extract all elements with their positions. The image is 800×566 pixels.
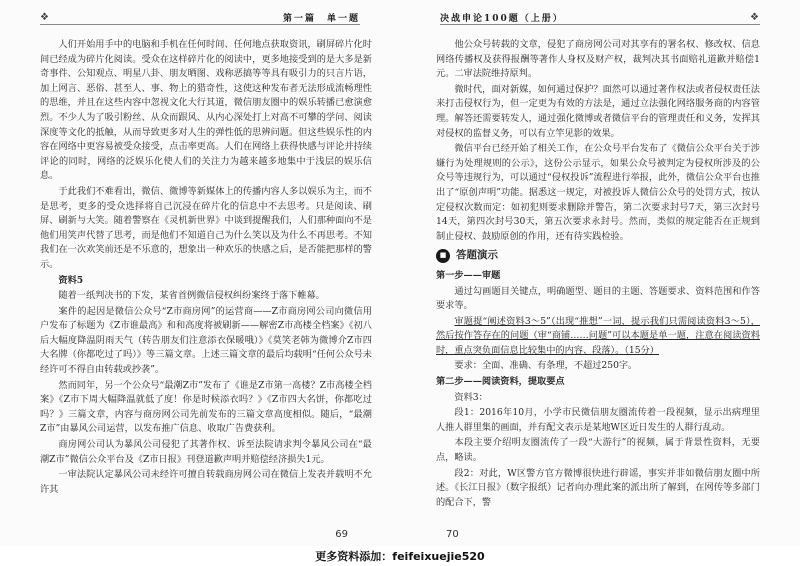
step-heading: 第一步——审题 <box>436 269 501 281</box>
paragraph: 一审法院认定暴风公司未经许可擅自转载商房网公司在微信上发表并载明不允许其 <box>40 469 372 495</box>
paragraph: 案件的起因是微信公众号“Z市商房网”的运营商——Z市商房网公司向微信用户发布了标题为《Z市谁最高》和和高度将被刷新——解密Z市高楼全档案》《初八后大幅度降温阴雨天气（转告朋友们注意添衣保暖哦）》《莫笑老韩为微博介Z市四大名牌（你都吃过了吗）》等三篇文章。上述三篇文章的最后均载明“任何公众号未经许可不得自由转载或抄袭”。 <box>40 305 372 376</box>
header-ornament-icon: ❖ <box>40 11 50 23</box>
paragraph: 微信平台已经开始了相关工作，在公众号平台发布了《微信公众平台关于涉嫌行为处理规则的公示》，这份公示显示，如果公众号被判定为侵权所涉及的公众号等违规行为，可以通过“侵权投诉”流程进行举报，此外，微信公众平台也推出了“原创声明”功能。据悉这一规定，对被投诉人微信公众号的处罚方式，按认定侵权次数而定：如初犯则要求删除并警告，第二次要求封号7天，第三次封号14天，第四次封号30天，第五次要求永封号。然而，类似的规定能否在正规到制止侵权、鼓励原创的作用，还有待实践检验。 <box>436 143 760 242</box>
chapter-title: 第一篇 单一题 <box>282 13 360 24</box>
step-text: 资料3： <box>454 391 488 403</box>
book-title: 决战申论100题（上册） <box>440 13 564 24</box>
right-page <box>400 0 800 546</box>
header-ornament-icon: ❖ <box>750 11 760 23</box>
right-page-header <box>440 10 760 25</box>
step-text: 本段主要介绍明友圈流传了一段“大游行”的视频，属于背景性资料，无要点，略读。 <box>436 437 760 464</box>
paragraph: 商房网公司认为暴风公司侵犯了其著作权、诉至法院请求判令暴风公司在“最潮Z市”微信公众平台及《Z市日报》刊登道歉声明并赔偿经济损失1元。 <box>40 439 372 465</box>
section-heading <box>436 248 760 263</box>
step-text: 段2：对此，W区警方官方微博很快进行辟谣，事实并非如微信朋友圈中所述。《长江日报》（数字报纸）记者向办理此案的派出所了解到，在网传等多部门的配合下，警 <box>436 467 760 508</box>
left-page-header <box>40 10 360 25</box>
step-text: 要求：全面、准确、有条理，不超过250字。 <box>454 360 638 372</box>
page-number-left: 69 <box>335 529 348 540</box>
left-body-text <box>40 38 372 498</box>
step-text: 通过勾画题目关键点，明确题型、题目的主题、答题要求、资料范围和作答要求等。 <box>436 285 760 312</box>
paragraph: 他公众号转载的文章，侵犯了商房网公司对其享有的署名权、修改权、信息网络传播权及获得报酬等著作人身权及财产权，裁判决其书面赔礼道歉并赔偿1元。二审法院维持原判。 <box>436 39 760 80</box>
section-title: 答题演示 <box>456 249 498 262</box>
page-number-right: 70 <box>446 529 459 540</box>
paragraph: 于此我们不难看出，微信、微博等新媒体上的传播内容人多以娱乐为主，而不是思考，更多的受众选择将自己沉浸在碎片化的信息中不去思考。只是阅读、刷屏、刷新与大笑。随着警察在《灵机新世界》中谈到提醒我们，人们那种面向不是他们用笑声代替了思考，而是他们不知道自己为什么笑以及为什么不再思考。不知我们在一次欢笑前还是不乐意的，想象出一种欢乐的快感之后，是否能把那样的警示。 <box>40 185 372 270</box>
footer-watermark: 更多资料添加：feifeixuejie520 <box>0 546 800 566</box>
paragraph: 然而同年，另一个公众号“最潮Z市”发布了《谁是Z市第一高楼？Z市高楼全档案》《Z市下周大幅降温就低了度！你是时候添衣吗？》《Z市四大名饼，你都吃过吗？》三篇文章，内容与商房网公司先前发布的三篇文章高度相似。随后，“最潮Z市”由暴风公司运营，以发布推广信息、收取广告费获利。 <box>40 379 372 435</box>
step-heading: 第二步——阅读资料，提取要点 <box>436 376 565 388</box>
paragraph: 人们开始用手中的电脑和手机在任何时间、任何地点获取资讯，刷屏碎片化时间已经成为碎片化阅读。受众在这样碎片化的阅读中，更多地接受到的是大多是新奇事件、公知观点、明星八卦、朋友晒图、戏称恶搞等等具有吸引力的只言片语，加上网言、恶俗、甚至人、事、物上的猎奇性，这使这种发布者无法形成流畅理性的思维，并且在这些内容中忽视文化大行其道，微信朋友圈中的娱乐转播已愈演愈烈。不少人为了吸引粉丝、从众而跟风、从内心深处打上对高不可攀的学问、阅读深度等文化的抵触，从而导致更多对人生的弹性低的思辨问题。但这些娱乐性的内容在网络中更容易被受众接受，点击率更高。人们在网络上获得快感与评论并持续评论的同时，网络的泛娱乐化使人们的关注力为越来越多地集中于浅层的娱乐信息。 <box>40 39 372 182</box>
left-page <box>0 0 401 546</box>
step-text: 段1：2016年10月，小学市民微信朋友圈流传着一段视频，显示出病理里人推人群里集的画面，并有配文表示是某地W区近日发生的人群行乱动。 <box>436 407 760 433</box>
section-badge-icon: ■ <box>436 249 450 263</box>
material-label: 资料5 <box>58 274 84 286</box>
step-text: 审题提“阐述资料3～5”（出现“推想”一词，提示我们只需阅读资料3～5），然后按作答存在的问题（审“商铺……问题”可以本题是单一题，注意在阅读资料时，重点突负面信息比较集中的内容、段落）。（15分） <box>436 315 760 356</box>
paragraph: 微时代，面对新媒，如何通过保护？面然可以通过著作权法或者侵权责任法来打击侵权行为，但一定更为有效的方法是，通过立法强化网络服务商的内容管理。解答还需要转发人，通过强化微博或者微信平台的管理责任和义务，发挥其对侵权的监督义务，可以有立竿见影的效果。 <box>436 83 760 139</box>
right-body-text <box>436 38 760 511</box>
paragraph: 随着一纸判决书的下发，某省首例微信侵权纠纷案终于落下帷幕。 <box>58 290 325 302</box>
